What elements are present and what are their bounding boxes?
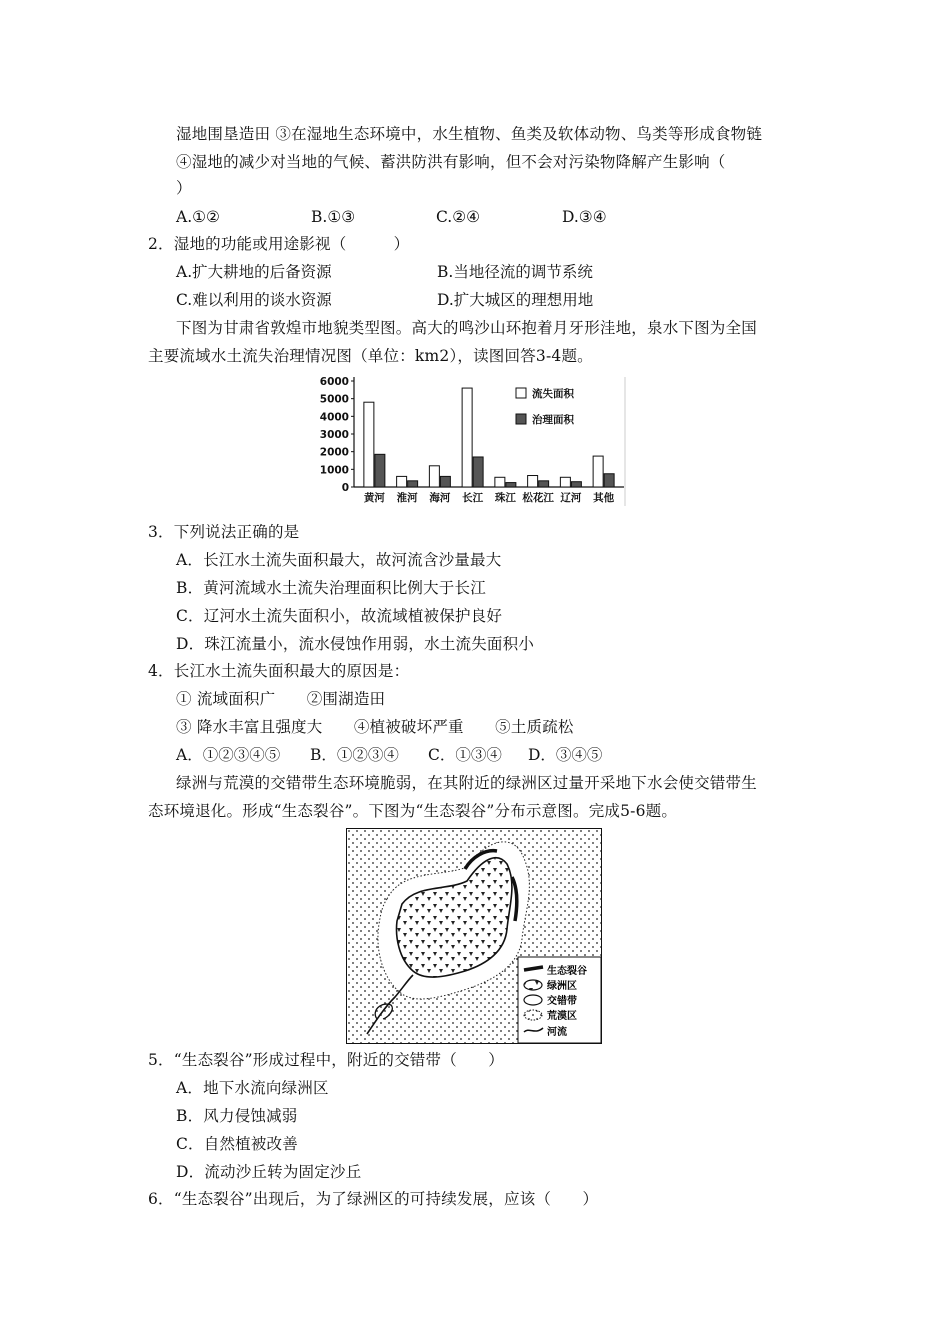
q1-option-c: C.②④ xyxy=(436,208,481,226)
bar-loss-area xyxy=(593,456,603,487)
bar-loss-area xyxy=(528,476,538,487)
q4-stem: 4．长江水土流失面积最大的原因是： xyxy=(148,662,410,680)
q1-continuation-line3: ） xyxy=(176,179,192,197)
legend-rift-label: 生态裂谷 xyxy=(547,966,587,977)
q4-items-line2: ③ 降水丰富且强度大 ④植被破坏严重 ⑤土质疏松 xyxy=(176,718,574,736)
q1-option-d: D.③④ xyxy=(562,208,607,226)
bar-chart xyxy=(320,375,627,508)
legend-transition-swatch xyxy=(524,995,542,1005)
bar-treated-area xyxy=(571,482,581,487)
bar-loss-area xyxy=(364,402,374,487)
q2-option-a: A.扩大耕地的后备资源 xyxy=(176,263,332,281)
x-category-label: 珠江 xyxy=(494,492,516,504)
q3-stem: 3．下列说法正确的是 xyxy=(148,523,300,541)
y-tick-label: 5000 xyxy=(320,393,349,406)
x-category-label: 海河 xyxy=(429,492,451,504)
ecological-rift-map xyxy=(346,828,602,1044)
x-category-label: 淮河 xyxy=(396,492,418,504)
bar-loss-area xyxy=(397,476,407,487)
bar-treated-area xyxy=(440,476,450,487)
q2-option-b: B.当地径流的调节系统 xyxy=(437,263,593,281)
bar-treated-area xyxy=(604,474,614,487)
q1-option-b: B.①③ xyxy=(311,208,356,226)
x-category-label: 黄河 xyxy=(363,492,385,504)
q2-option-c: C.难以利用的谈水资源 xyxy=(176,291,332,309)
legend-treated-label: 治理面积 xyxy=(532,414,574,426)
y-tick-label: 3000 xyxy=(320,429,349,441)
legend-desert-swatch xyxy=(524,1010,542,1020)
legend-transition-label: 交错带 xyxy=(547,996,577,1007)
bar-treated-area xyxy=(408,481,418,487)
q1-option-a: A.①② xyxy=(176,208,220,226)
q5-option-d: D．流动沙丘转为固定沙丘 xyxy=(176,1163,362,1181)
bar-loss-area xyxy=(495,477,505,487)
q5-option-b: B．风力侵蚀减弱 xyxy=(176,1107,298,1125)
q2-stem: 2．湿地的功能或用途影视（ ） xyxy=(148,235,410,253)
x-category-label: 松花江 xyxy=(522,492,554,504)
bar-loss-area xyxy=(560,477,570,487)
legend-river-label: 河流 xyxy=(547,1027,567,1038)
q5-option-c: C．自然植被改善 xyxy=(176,1135,298,1153)
q1-continuation-line2: ④湿地的减少对当地的气候、蓄洪防洪有影响，但不会对污染物降解产生影响（ xyxy=(176,153,726,171)
intro34-line1: 下图为甘肃省敦煌市地貌类型图。高大的鸣沙山环抱着月牙形洼地，泉水下图为全国 xyxy=(176,319,757,337)
q6-stem: 6．“生态裂谷”出现后，为了绿洲区的可持续发展，应该（ ） xyxy=(148,1190,599,1208)
q2-option-d: D.扩大城区的理想用地 xyxy=(437,291,594,309)
legend-oasis-swatch xyxy=(524,980,542,990)
bar-treated-area xyxy=(506,483,516,487)
legend-oasis-label: 绿洲区 xyxy=(547,981,577,992)
q1-continuation-line1: 湿地围垦造田 ③在湿地生态环境中，水生植物、鱼类及软体动物、鸟类等形成食物链 xyxy=(176,125,763,143)
map-svg xyxy=(347,829,601,1043)
y-tick-label: 6000 xyxy=(320,376,349,388)
legend-loss-swatch xyxy=(516,388,526,398)
q4-items-line1: ① 流域面积广 ②围湖造田 xyxy=(176,690,386,708)
x-category-label: 其他 xyxy=(593,492,615,504)
bar-treated-area xyxy=(473,457,483,487)
intro56-line1: 绿洲与荒漠的交错带生态环境脆弱，在其附近的绿洲区过量开采地下水会使交错带生 xyxy=(176,774,757,792)
q3-option-b: B．黄河流域水土流失治理面积比例大于长江 xyxy=(176,579,486,597)
q3-option-c: C．辽河水土流失面积小，故流域植被保护良好 xyxy=(176,607,503,625)
bar-treated-area xyxy=(539,481,549,487)
q4-option-c: C．①③④ xyxy=(428,746,502,764)
q4-option-a: A．①②③④⑤ xyxy=(176,746,281,764)
y-tick-label: 0 xyxy=(341,482,349,494)
bar-loss-area xyxy=(429,466,439,487)
y-tick-label: 1000 xyxy=(320,464,349,477)
intro34-line2: 主要流域水土流失治理情况图（单位：km2），读图回答3-4题。 xyxy=(148,347,593,365)
q4-option-d: D．③④⑤ xyxy=(528,746,603,764)
legend-loss-label: 流失面积 xyxy=(532,388,574,400)
q3-option-a: A．长江水土流失面积最大，故河流含沙量最大 xyxy=(176,551,502,569)
q4-option-b: B．①②③④ xyxy=(310,746,399,764)
bar-loss-area xyxy=(462,388,472,487)
intro56-line2: 态环境退化。形成“生态裂谷”。下图为“生态裂谷”分布示意图。完成5-6题。 xyxy=(148,802,678,820)
q5-stem: 5．“生态裂谷”形成过程中，附近的交错带（ ） xyxy=(148,1051,505,1069)
bar-treated-area xyxy=(375,454,385,487)
q5-option-a: A．地下水流向绿洲区 xyxy=(176,1079,329,1097)
y-tick-label: 2000 xyxy=(320,446,349,459)
legend-treated-swatch xyxy=(516,414,526,424)
x-category-label: 辽河 xyxy=(560,492,582,504)
bar-chart-figure xyxy=(320,375,627,508)
q3-option-d: D．珠江流量小，流水侵蚀作用弱，水土流失面积小 xyxy=(176,635,535,653)
y-tick-label: 4000 xyxy=(320,411,349,424)
x-category-label: 长江 xyxy=(462,492,484,504)
legend-desert-label: 荒漠区 xyxy=(547,1011,577,1022)
